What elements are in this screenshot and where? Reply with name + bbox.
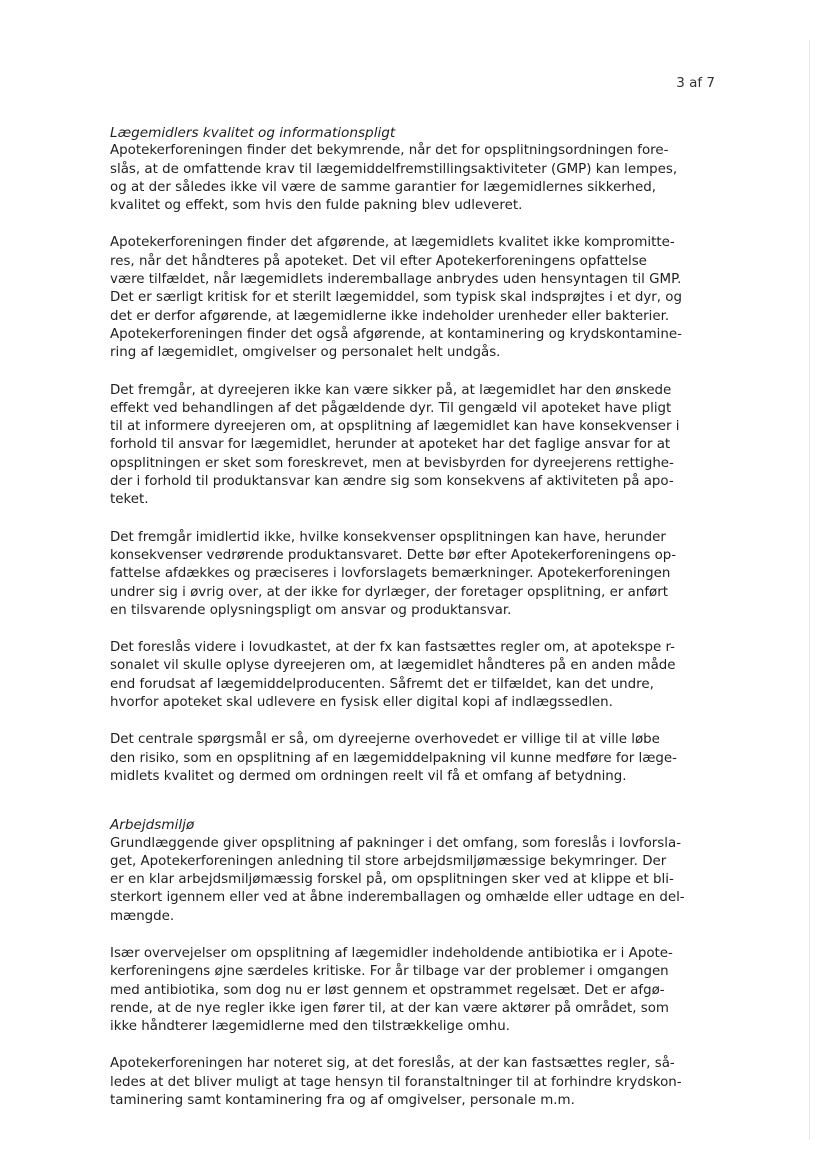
document-body: [110, 124, 710, 1110]
paragraph: Det fremgår, at dyreejeren ikke kan være sikker på, at lægemidlet har den ønskede effekt ved behandlingen af det pågældende dyr. Til gengæld vil apoteket have pligt til at informere dyreejeren om, at opsplitning af lægemidlet kan have konsekvenser i forhold til ansvar for lægemidlet, herunder at apoteket har det faglige ansvar for at opsplitningen er sket som foreskrevet, men at bevisbyrden for dyreejerens rettighe- der i forhold til produktansvar kan ændre sig som konsekvens af aktiviteten på apo- teket.: [110, 382, 680, 508]
paragraph: Grundlæggende giver opsplitning af pakninger i det omfang, som foreslås i lovforsla- get, Apotekerforeningen anledning til store arbejdsmiljømæssige bekymringer. Der er en klar arbejdsmiljømæssig forskel på, om opsplitningen sker ved at klippe et bli- sterkort igennem eller ved at åbne inderemballagen og omhælde eller udtage en del- mængde.: [110, 835, 685, 924]
paragraph: Apotekerforeningen finder det afgørende, at lægemidlets kvalitet ikke kompromitte- res, når det håndteres på apoteket. Det vil efter Apotekerforeningens opfattelse være tilfældet, når lægemidlets inderemballage anbrydes uden hensyntagen til GMP. Det er særligt kritisk for et sterilt lægemiddel, som typisk skal indsprøjtes i et dyr, og det er derfor afgørende, at lægemidlerne ikke indeholder urenheder eller bakterier. Apotekerforeningen finder det også afgørende, at kontaminering og krydskontamine- ring af lægemidlet, omgivelser og personalet helt undgås.: [110, 235, 682, 361]
paragraph: Apotekerforeningen finder det bekymrende, når det for opsplitningsordningen fore- slås, at de omfattende krav til lægemiddelfremstillingsaktiviteter (GMP) kan lempes, og at der således ikke vil være de samme garantier for lægemidlernes sikkerhed, kvalitet og effekt, som hvis den fulde pakning blev udleveret.: [110, 143, 678, 214]
section-heading-work-environment: Arbejdsmiljø: [110, 817, 195, 834]
paragraph: Det centrale spørgsmål er så, om dyreejerne overhovedet er villige til at ville løbe den risiko, som en opsplitning af en lægemiddelpakning vil kunne medføre for læge- midlets kvalitet og dermed om ordningen reelt vil få et omfang af betydning.: [110, 732, 677, 784]
page-edge-shadow: [809, 40, 810, 1140]
section-heading-quality: Lægemidlers kvalitet og informationspligt: [110, 125, 396, 141]
paragraph: Det fremgår imidlertid ikke, hvilke konsekvenser opsplitningen kan have, herunder konsekvenser vedrørende produktansvaret. Dette bør efter Apotekerforeningens op- fattelse afdækkes og præciseres i lovforslagets bemærkninger. Apotekerforeningen undrer sig i øvrig over, at der ikke for dyrlæger, der foretager opsplitning, er anført en tilsvarende oplysningspligt om ansvar og produktansvar.: [110, 529, 677, 618]
paragraph: Især overvejelser om opsplitning af lægemidler indeholdende antibiotika er i Apote- kerforeningens øjne særdeles kritiske. For år tilbage var der problemer i omgangen med antibiotika, som dog nu er løst gennem et opstrammet regelsæt. Det er afgø- rende, at de nye regler ikke igen fører til, at der kan være aktører på området, som ikke håndterer lægemidlerne med den tilstrækkelige omhu.: [110, 945, 673, 1035]
page-number: 3 af 7: [676, 75, 715, 91]
paragraph: Apotekerforeningen har noteret sig, at det foreslås, at der kan fastsættes regler, så- ledes at det bliver muligt at tage hensyn til foranstaltninger til at forhindre krydskon- taminering samt kontaminering fra og af omgivelser, personale m.m.: [110, 1056, 682, 1109]
paragraph: Det foreslås videre i lovudkastet, at der fx kan fastsættes regler om, at apotekspe r- sonalet vil skulle oplyse dyreejeren om, at lægemidlet håndteres på en anden måde end forudsat af lægemiddelproducenten. Såfremt det er tilfældet, kan det undre, hvorfor apoteket skal udlevere en fysisk eller digital kopi af indlægssedlen.: [110, 640, 676, 711]
